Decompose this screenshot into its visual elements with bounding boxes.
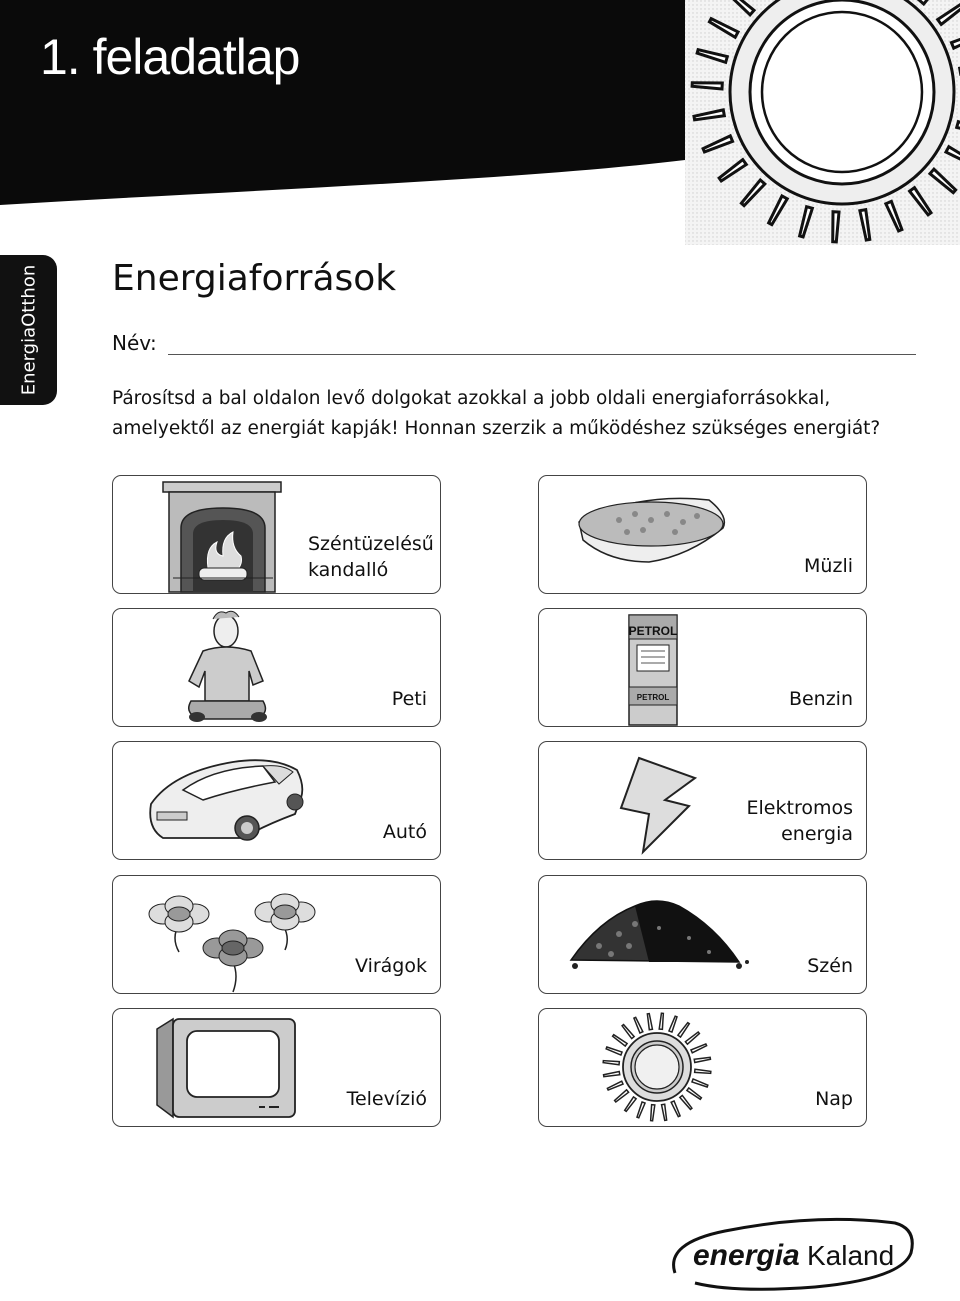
sun-ray xyxy=(687,1088,701,1099)
left-card-label: Televízió xyxy=(346,1088,427,1110)
right-card-label: Benzin xyxy=(788,688,853,710)
sun-ray xyxy=(678,1023,689,1037)
pump-top-text: PETROL xyxy=(628,624,678,638)
name-input-line[interactable] xyxy=(168,354,916,355)
sun-ray xyxy=(606,1047,622,1055)
right-card-label: Szén xyxy=(807,955,853,977)
sun-ray xyxy=(659,1013,663,1029)
sun-ray xyxy=(692,83,722,89)
left-card-label: Autó xyxy=(382,821,427,843)
logo-word-energia: energia xyxy=(693,1239,800,1272)
sun-ray xyxy=(662,1104,667,1120)
sun-ray xyxy=(671,1101,680,1117)
sun-ray xyxy=(692,1079,708,1087)
right-card-nap[interactable] xyxy=(538,1008,867,1127)
energiakaland-logo xyxy=(655,1213,920,1291)
left-card-label: Virágok xyxy=(354,955,427,977)
sun-ray xyxy=(637,1102,645,1118)
sun-ray xyxy=(647,1014,652,1030)
right-card-muzli[interactable] xyxy=(538,475,867,594)
right-card-coal[interactable] xyxy=(538,875,867,994)
left-card-label: Peti xyxy=(391,688,427,710)
pump-bottom-text: PETROL xyxy=(636,693,670,702)
sun-ray xyxy=(669,1016,677,1032)
sun-header-icon xyxy=(730,0,954,204)
right-card-label: Elektromos energia xyxy=(746,797,853,845)
sun-ray xyxy=(680,1095,692,1109)
sun-ray xyxy=(651,1105,655,1121)
name-label: Név: xyxy=(112,331,157,355)
sun-ray xyxy=(694,1057,710,1062)
worksheet-title: Energiaforrások xyxy=(112,258,397,299)
sun-ray xyxy=(691,1044,707,1053)
right-card-label: Müzli xyxy=(804,555,853,577)
sun-ray xyxy=(615,1090,629,1102)
logo-word-kaland: Kaland xyxy=(807,1240,895,1271)
left-card-auto[interactable] xyxy=(112,741,441,860)
sun-ray xyxy=(833,212,839,242)
instructions: Párosítsd a bal oldalon levő dolgokat azokkal a jobb oldali energiaforrásokkal, amelyektől az energiát kapják! Honnan szerzik a működéshez szükséges energiát? xyxy=(112,388,881,439)
sun-ray xyxy=(622,1025,634,1039)
sun-ray xyxy=(613,1035,627,1046)
left-card-peti[interactable] xyxy=(112,608,441,727)
sun-ray xyxy=(604,1072,620,1077)
left-card-tv[interactable] xyxy=(112,1008,441,1127)
sun-ray xyxy=(634,1017,643,1033)
sun-ray xyxy=(603,1061,619,1065)
right-card-benzin[interactable] xyxy=(538,608,867,727)
left-card-flowers[interactable] xyxy=(112,875,441,994)
side-tab xyxy=(0,255,57,405)
left-card-fireplace[interactable] xyxy=(112,475,441,594)
side-tab-label: EnergiaOtthon xyxy=(18,264,39,396)
sun-ray xyxy=(685,1032,699,1044)
sun-ray xyxy=(607,1081,623,1090)
left-card-label: Széntüzelésű kandalló xyxy=(308,533,434,581)
sun-ray xyxy=(625,1097,636,1111)
sun-ray xyxy=(695,1069,711,1073)
page-header-title: 1. feladatlap xyxy=(40,29,300,85)
right-card-label: Nap xyxy=(815,1088,853,1110)
right-card-electric[interactable] xyxy=(538,741,867,860)
